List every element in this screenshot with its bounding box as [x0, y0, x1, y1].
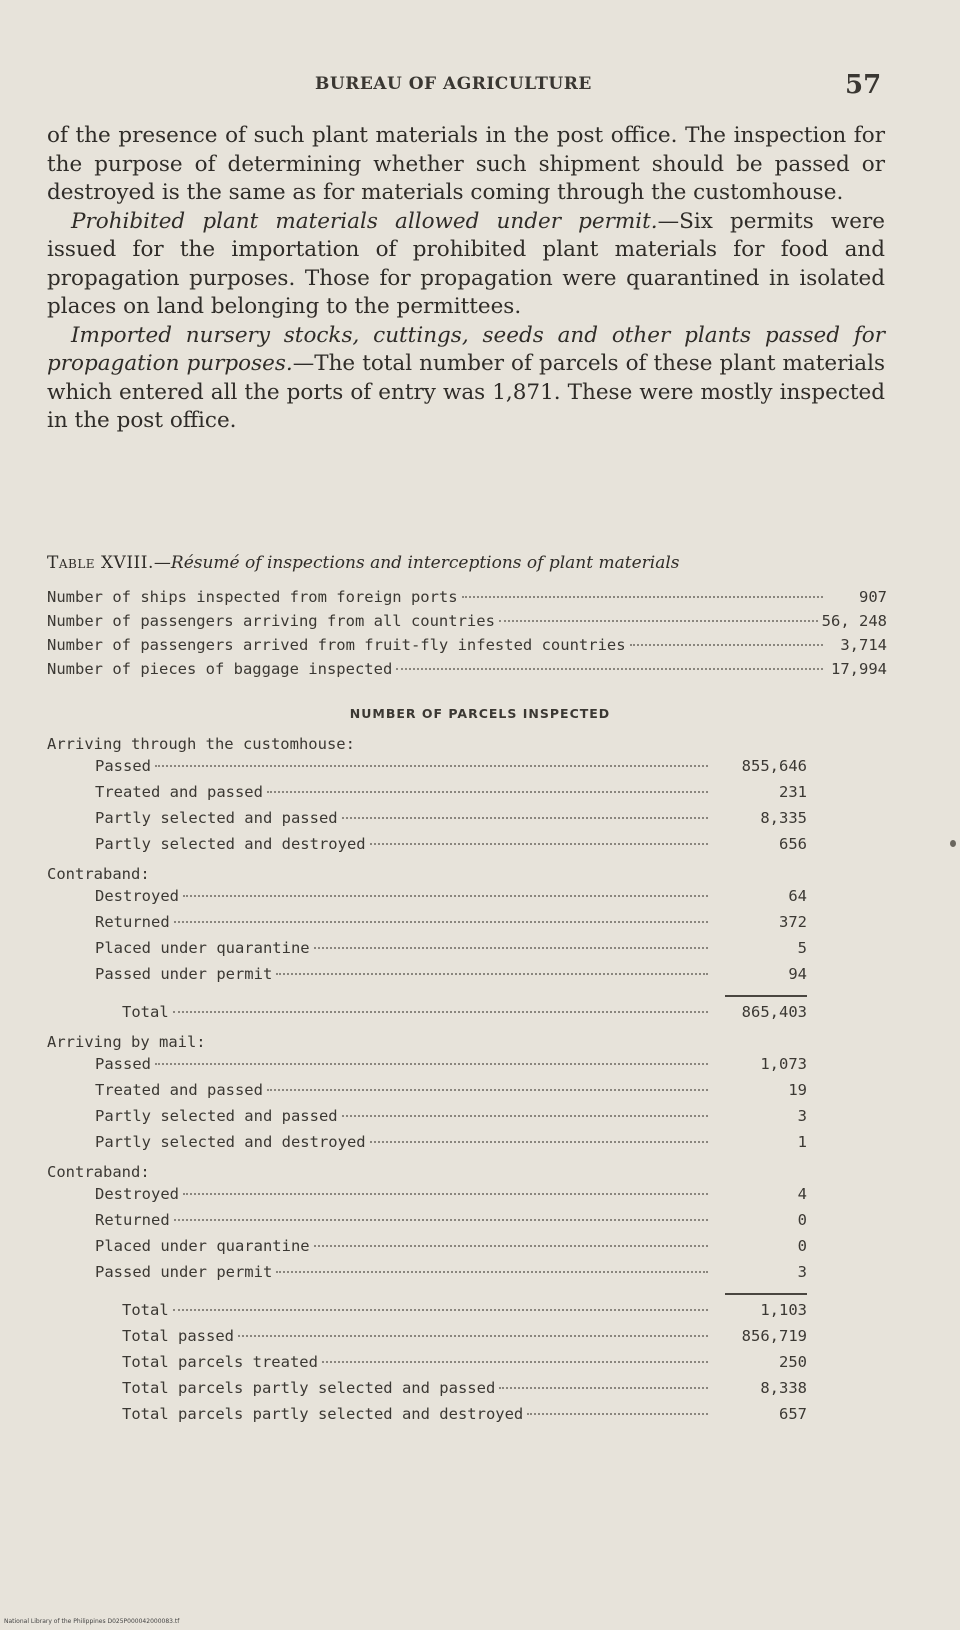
dot-leader [462, 596, 823, 598]
row-label: Partly selected and destroyed [95, 1133, 366, 1151]
table-row [47, 1185, 807, 1211]
table-row [47, 1211, 807, 1237]
scan-footer-mark: National Library of the Philippines D025P000042000083.tf [4, 1618, 180, 1625]
row-value: 17,994 [831, 660, 887, 678]
dot-leader [396, 668, 823, 670]
row-value: 8,335 [760, 809, 807, 827]
table-row [47, 1237, 807, 1263]
dot-leader [276, 1271, 708, 1273]
row-value: 19 [788, 1081, 807, 1099]
row-label: Number of pieces of baggage inspected [47, 660, 393, 678]
dot-leader [342, 817, 708, 819]
row-value: 907 [859, 588, 887, 606]
table-row [47, 1107, 807, 1133]
row-label: Returned [95, 913, 170, 931]
grand-total-row [47, 1405, 807, 1431]
dot-leader [499, 1387, 708, 1389]
dot-leader [238, 1335, 708, 1337]
summary-row [47, 612, 887, 636]
row-label: Destroyed [95, 887, 179, 905]
table-row [47, 1263, 807, 1289]
row-label: Number of passengers arriving from all countries [47, 612, 495, 630]
parcels-table [47, 731, 807, 1431]
row-label: Total parcels partly selected and destroyed [122, 1405, 524, 1423]
table-row [47, 965, 807, 991]
dot-leader [173, 1309, 708, 1311]
table-caption [47, 553, 885, 573]
row-label: Partly selected and destroyed [95, 835, 366, 853]
dot-leader [183, 895, 708, 897]
table-row [47, 1133, 807, 1159]
dot-leader [342, 1115, 708, 1117]
table-row [47, 887, 807, 913]
table-row [47, 809, 807, 835]
row-value: 0 [797, 1237, 807, 1255]
page-number: 57 [845, 70, 882, 100]
row-label: Treated and passed [95, 1081, 263, 1099]
dot-leader [174, 1219, 708, 1221]
dot-leader [314, 947, 708, 949]
total-row [47, 1301, 807, 1327]
table-row [47, 939, 807, 965]
row-value: 8,338 [760, 1379, 807, 1397]
row-label: Returned [95, 1211, 170, 1229]
row-label: Passed under permit [95, 1263, 273, 1281]
dot-leader [314, 1245, 708, 1247]
table-row [47, 913, 807, 939]
dot-leader [322, 1361, 708, 1363]
row-value: 3 [797, 1263, 807, 1281]
row-label: Partly selected and passed [95, 809, 338, 827]
row-value: 1,103 [760, 1301, 807, 1319]
row-label: Total [122, 1003, 169, 1021]
row-label: Total passed [122, 1327, 234, 1345]
row-label: Placed under quarantine [95, 939, 310, 957]
row-value: 94 [788, 965, 807, 983]
row-label: Passed [95, 757, 151, 775]
paragraph: of the presence of such plant materials in the post office. The inspection for the purpose of determining whether such shipment should be passed or destroyed is the same as for materials coming through the customhouse. [47, 123, 885, 205]
summary-row [47, 660, 887, 684]
row-value: 657 [779, 1405, 807, 1423]
row-value: 56, 248 [821, 612, 887, 630]
table-row [47, 1081, 807, 1107]
section-heading: Contraband: [47, 865, 150, 883]
summary-row [47, 636, 887, 660]
row-value: 3,714 [840, 636, 887, 654]
dot-leader [183, 1193, 708, 1195]
dot-leader [276, 973, 708, 975]
row-label: Treated and passed [95, 783, 263, 801]
row-value: 231 [779, 783, 807, 801]
row-value: 372 [779, 913, 807, 931]
row-value: 1 [797, 1133, 807, 1151]
total-rule [47, 1289, 807, 1301]
dot-leader [155, 1063, 708, 1065]
grand-total-row [47, 1353, 807, 1379]
row-label: Placed under quarantine [95, 1237, 310, 1255]
paragraph-lead: Imported nursery stocks, cuttings, seeds and other plants passed for propagation purposes. [47, 322, 885, 376]
row-label: Partly selected and passed [95, 1107, 338, 1125]
section-heading: Contraband: [47, 1163, 150, 1181]
section-heading: Arriving by mail: [47, 1033, 206, 1051]
dot-leader [174, 921, 708, 923]
section-heading: Arriving through the customhouse: [47, 735, 355, 753]
dot-leader [173, 1011, 708, 1013]
table-title: —Résumé of inspections and interceptions of plant materials [153, 553, 680, 573]
row-label: Total parcels partly selected and passed [122, 1379, 496, 1397]
dot-leader [527, 1413, 708, 1415]
paragraph-text: —The total number of parcels of these plant materials which entered all the ports of entry was 1,871. These were mostly inspected in the post office. [47, 351, 886, 433]
row-value: 856,719 [741, 1327, 807, 1345]
table-row [47, 1055, 807, 1081]
table-subheading: NUMBER OF PARCELS INSPECTED [349, 706, 611, 721]
row-value: 5 [797, 939, 807, 957]
dot-leader [267, 791, 708, 793]
body-text [47, 122, 885, 436]
total-rule [47, 991, 807, 1003]
row-label: Total parcels treated [122, 1353, 318, 1371]
paragraph [47, 208, 885, 322]
dot-leader [499, 620, 818, 622]
row-value: 250 [779, 1353, 807, 1371]
table-row [47, 757, 807, 783]
row-label: Number of passengers arrived from fruit-fly infested countries [47, 636, 626, 654]
paragraph [47, 322, 885, 436]
row-value: 0 [797, 1211, 807, 1229]
row-label: Passed under permit [95, 965, 273, 983]
row-label: Number of ships inspected from foreign ports [47, 588, 458, 606]
row-value: 4 [797, 1185, 807, 1203]
paragraph-lead: Prohibited plant materials allowed under permit. [71, 208, 658, 234]
table-row [47, 835, 807, 861]
dot-leader [370, 1141, 708, 1143]
row-value: 855,646 [741, 757, 807, 775]
row-label: Passed [95, 1055, 151, 1073]
dot-leader [155, 765, 708, 767]
row-value: 64 [788, 887, 807, 905]
page-header [0, 70, 960, 110]
row-value: 656 [779, 835, 807, 853]
row-label: Destroyed [95, 1185, 179, 1203]
summary-row [47, 588, 887, 612]
grand-total-row [47, 1379, 807, 1405]
paragraph-text: —Six permits were issued for the importation of prohibited plant materials for food and propagation purposes. Those for propagation were quarantined in isolated places on land belonging to the permittees. [47, 208, 885, 319]
row-value: 1,073 [760, 1055, 807, 1073]
grand-total-row [47, 1327, 807, 1353]
dot-leader [370, 843, 708, 845]
total-row [47, 1003, 807, 1029]
dot-leader [630, 644, 823, 646]
summary-list [47, 588, 887, 684]
row-label: Total [122, 1301, 169, 1319]
ink-speck [950, 840, 956, 847]
row-value: 865,403 [741, 1003, 807, 1021]
dot-leader [267, 1089, 708, 1091]
table-number: Table XVIII. [47, 553, 154, 573]
table-row [47, 783, 807, 809]
running-head: BUREAU OF AGRICULTURE [315, 74, 592, 94]
row-value: 3 [797, 1107, 807, 1125]
